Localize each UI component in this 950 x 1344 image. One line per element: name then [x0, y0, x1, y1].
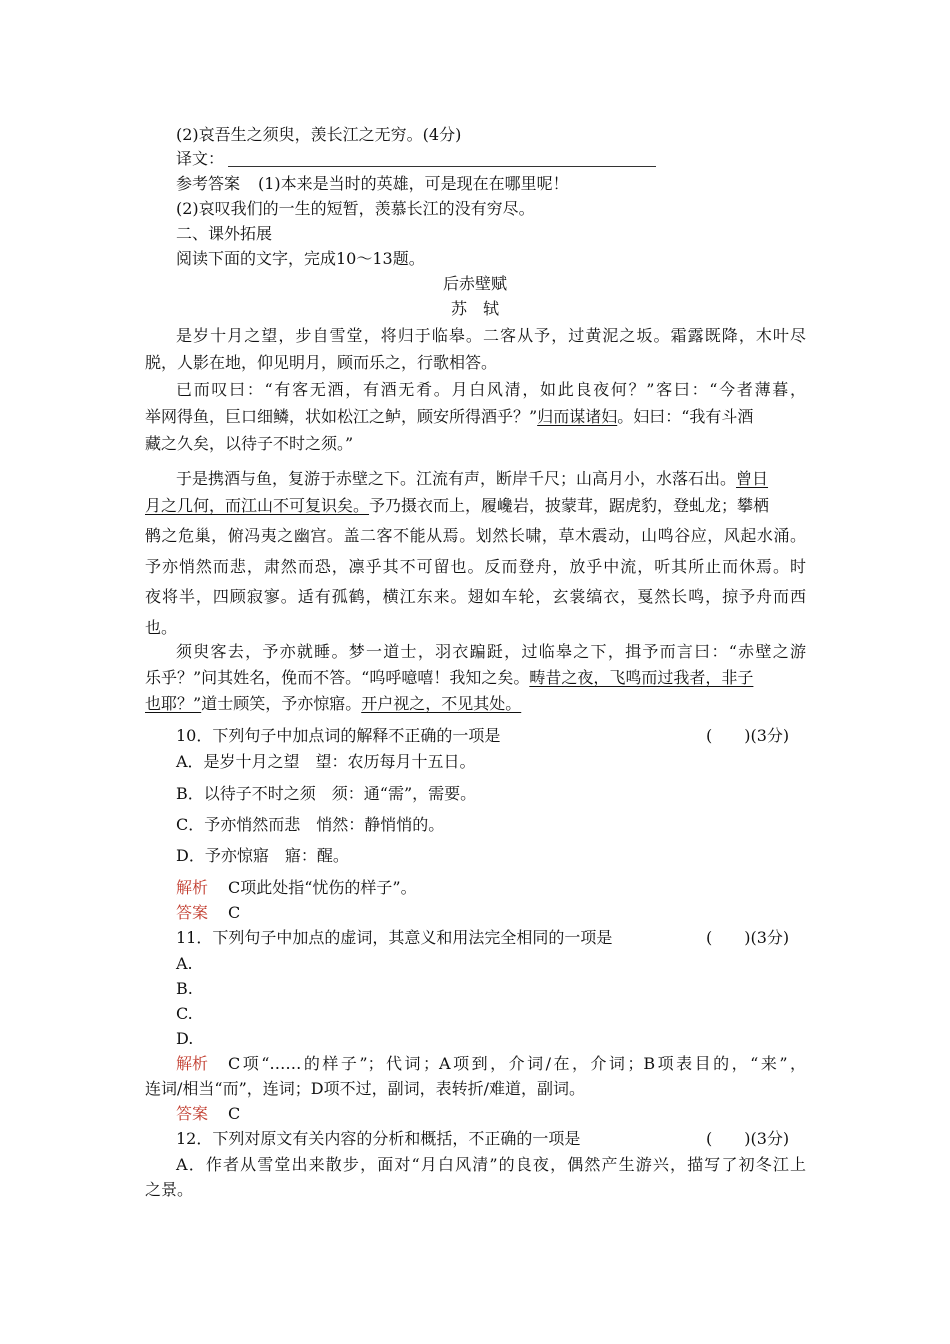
reference-answer-1: 参考答案 (1)本来是当时的英雄，可是现在在哪里呢！ [176, 174, 569, 193]
score-bracket[interactable]: ( )(3分) [706, 726, 790, 745]
option-a[interactable]: A. [176, 954, 193, 973]
passage-line: 鹘之危巢，俯冯夷之幽宫。盖二客不能从焉。划然长啸，草木震动，山鸣谷应，风起水涌。 [145, 526, 806, 545]
answer-blank-line[interactable] [228, 166, 656, 167]
passage-line: 是岁十月之望，步自雪堂，将归于临皋。二客从予，过黄泥之坂。霜露既降，木叶尽 [176, 326, 806, 345]
option-a[interactable]: A．是岁十月之望 望：农历每月十五日。 [176, 752, 476, 771]
passage-line: 也。 [145, 618, 178, 637]
option-a-continued: 之景。 [145, 1180, 194, 1199]
option-d[interactable]: D．予亦惊寤 寤：醒。 [176, 846, 349, 865]
passage-line: 月之几何，而江山不可复识矣。予乃摄衣而上，履巉岩，披蒙茸，踞虎豹，登虬龙；攀栖 [145, 496, 770, 515]
option-a[interactable]: A．作者从雪堂出来散步，面对“月白风清”的良夜，偶然产生游兴，描写了初冬江上 [176, 1155, 806, 1174]
answer: 答案 C [176, 1104, 241, 1123]
passage-line: 举网得鱼，巨口细鳞，状如松江之鲈，顾安所得酒乎？”归而谋诸妇。妇曰：“我有斗酒 [145, 407, 754, 426]
underlined-sentence: 归而谋诸妇 [537, 407, 618, 426]
passage-line: 于是携酒与鱼，复游于赤壁之下。江流有声，断岸千尺；山高月小，水落石出。曾日 [176, 469, 769, 488]
option-b[interactable]: B. [176, 979, 193, 998]
analysis-continued: 连词/相当“而”，连词；D项不过，副词，表转折/难道，副词。 [145, 1079, 585, 1098]
passage-line: 脱，人影在地，仰见明月，顾而乐之，行歌相答。 [145, 353, 498, 372]
option-d[interactable]: D. [176, 1029, 194, 1048]
underlined-sentence: 曾日 [736, 469, 769, 488]
option-b[interactable]: B．以待子不时之须 须：通“需”，需要。 [176, 784, 477, 803]
answer: 答案 C [176, 903, 241, 922]
question-9-part-2: (2)哀吾生之须臾，羡长江之无穷。(4分) [176, 125, 462, 144]
underlined-sentence: 也耶？” [145, 694, 202, 713]
underlined-sentence: 开户视之，不见其处。 [361, 694, 522, 713]
score-bracket[interactable]: ( )(3分) [706, 928, 790, 947]
passage-line: 予亦悄然而悲，肃然而恐，凛乎其不可留也。反而登舟，放乎中流，听其所止而休焉。时 [145, 557, 806, 576]
question-11: 11．下列句子中加点的虚词，其意义和用法完全相同的一项是 ( )(3分) [0, 926, 950, 950]
question-12: 12．下列对原文有关内容的分析和概括，不正确的一项是 ( )(3分) [0, 1127, 950, 1151]
passage-title: 后赤壁赋 [442, 274, 507, 293]
question-10: 10．下列句子中加点词的解释不正确的一项是 ( )(3分) [0, 724, 950, 748]
section-heading: 二、课外拓展 [176, 224, 273, 243]
underlined-sentence: 畴昔之夜，飞鸣而过我者，非子 [529, 668, 754, 687]
score-bracket[interactable]: ( )(3分) [706, 1129, 790, 1148]
passage-line: 已而叹曰：“有客无酒，有酒无肴。月白风清，如此良夜何？”客曰：“今者薄暮， [176, 380, 806, 399]
passage-line: 须臾客去，予亦就睡。梦一道士，羽衣蹁跹，过临皋之下，揖予而言曰：“赤壁之游 [176, 642, 806, 661]
reading-instructions: 阅读下面的文字，完成10～13题。 [176, 249, 425, 268]
translation-line: 译文： [0, 147, 950, 171]
passage-line: 乐乎？”问其姓名，俛而不答。“呜呼噫嘻！我知之矣。畴昔之夜，飞鸣而过我者，非子 [145, 668, 754, 687]
option-c[interactable]: C. [176, 1004, 193, 1023]
option-c[interactable]: C．予亦悄然而悲 悄然：静悄悄的。 [176, 815, 445, 834]
passage-line: 藏之久矣，以待子不时之须。” [145, 434, 354, 453]
passage-line: 也耶？”道士顾笑，予亦惊寤。开户视之，不见其处。 [145, 694, 522, 713]
analysis: 解析 C项“……的样子”；代词；A项到，介词/在，介词；B项表目的，“来”， [176, 1054, 806, 1073]
reference-answer-2: (2)哀叹我们的一生的短暂，羡慕长江的没有穷尽。 [176, 199, 535, 218]
analysis: 解析 C项此处指“忧伤的样子”。 [176, 878, 417, 897]
passage-line: 夜将半，四顾寂寥。适有孤鹤，横江东来。翅如车轮，玄裳缟衣，戛然长鸣，掠予舟而西 [145, 587, 806, 606]
passage-author: 苏 轼 [450, 299, 499, 318]
underlined-sentence: 月之几何，而江山不可复识矣。 [145, 496, 370, 515]
